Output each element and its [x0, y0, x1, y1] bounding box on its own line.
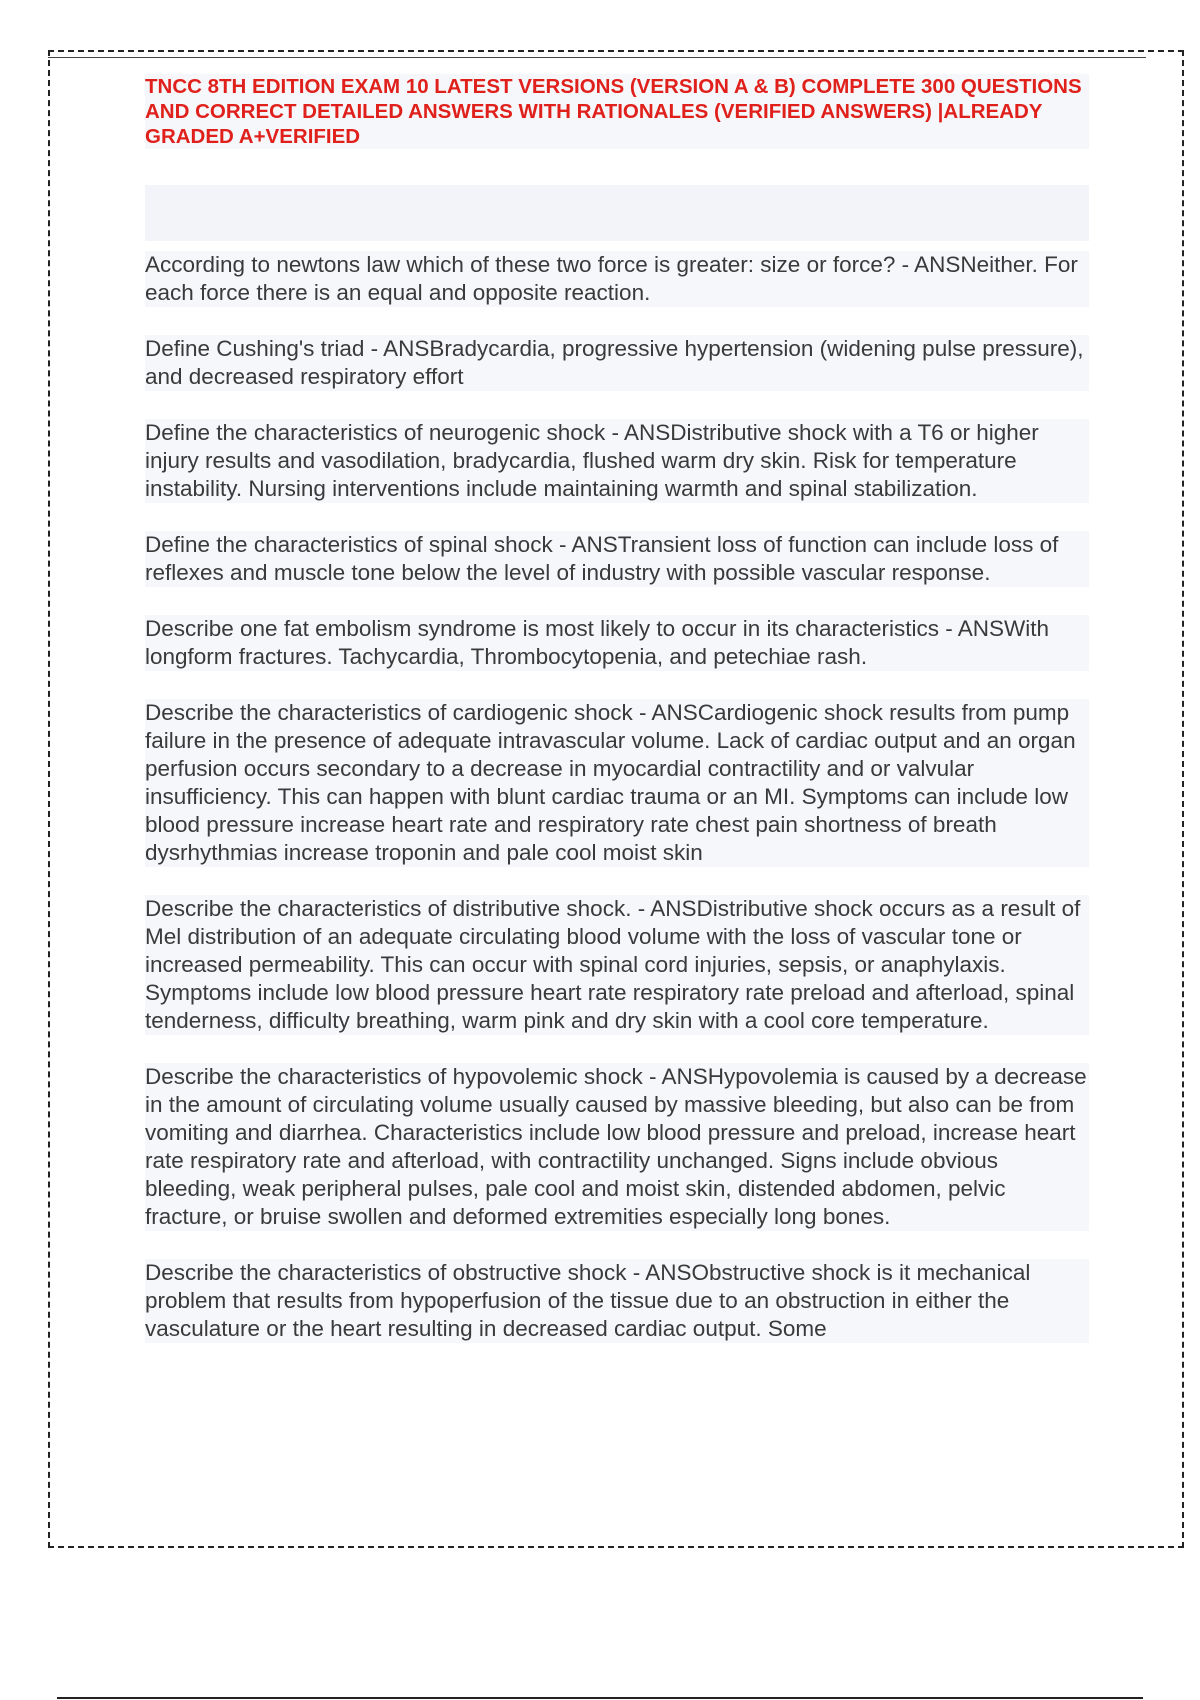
qa-paragraph: According to newtons law which of these two force is greater: size or force? - ANSNeither. For each force there is an equal and opposite reaction. — [145, 251, 1089, 307]
qa-paragraph: Describe the characteristics of distributive shock. - ANSDistributive shock occurs as a result of Mel distribution of an adequate circulating blood volume with the loss of vascular tone or increased permeability. This can occur with spinal cord injuries, sepsis, or anaphylaxis. Symptoms include low blood pressure heart rate respiratory rate preload and afterload, spinal tenderness, difficulty breathing, warm pink and dry skin with a cool core temperature. — [145, 895, 1089, 1035]
qa-paragraph: Describe the characteristics of hypovolemic shock - ANSHypovolemia is caused by a decrease in the amount of circulating volume usually caused by massive bleeding, but also can be from vomiting and diarrhea. Characteristics include low blood pressure and preload, increase heart rate respiratory rate and afterload, with contractility unchanged. Signs include obvious bleeding, weak peripheral pulses, pale cool and moist skin, distended abdomen, pelvic fracture, or bruise swollen and deformed extremities especially long bones. — [145, 1063, 1089, 1231]
qa-paragraph: Describe the characteristics of obstructive shock - ANSObstructive shock is it mechanical problem that results from hypoperfusion of the tissue due to an obstruction in either the vasculature or the heart resulting in decreased cardiac output. Some — [145, 1259, 1089, 1343]
qa-paragraph: Define the characteristics of spinal shock - ANSTransient loss of function can include loss of reflexes and muscle tone below the level of industry with possible vascular response. — [145, 531, 1089, 587]
qa-paragraph: Define the characteristics of neurogenic shock - ANSDistributive shock with a T6 or higher injury results and vasodilation, bradycardia, flushed warm dry skin. Risk for temperature instability. Nursing interventions include maintaining warmth and spinal stabilization. — [145, 419, 1089, 503]
blank-highlight-band — [145, 185, 1089, 241]
document-title: TNCC 8TH EDITION EXAM 10 LATEST VERSIONS (VERSION A & B) COMPLETE 300 QUESTIONS AND CORRECT DETAILED ANSWERS WITH RATIONALES (VERIFIED ANSWERS) |ALREADY GRADED A+VERIFIED — [145, 74, 1089, 149]
qa-paragraph: Describe the characteristics of cardiogenic shock - ANSCardiogenic shock results from pump failure in the presence of adequate intravascular volume. Lack of cardiac output and an organ perfusion occurs secondary to a decrease in myocardial contractility and or valvular insufficiency. This can happen with blunt cardiac trauma or an MI. Symptoms can include low blood pressure increase heart rate and respiratory rate chest pain shortness of breath dysrhythmias increase troponin and pale cool moist skin — [145, 699, 1089, 867]
bottom-rule — [57, 1697, 1143, 1699]
question-answer-list — [145, 251, 1089, 1343]
qa-paragraph: Define Cushing's triad - ANSBradycardia, progressive hypertension (widening pulse pressure), and decreased respiratory effort — [145, 335, 1089, 391]
document-content — [145, 74, 1089, 1371]
qa-paragraph: Describe one fat embolism syndrome is most likely to occur in its characteristics - ANSWith longform fractures. Tachycardia, Thrombocytopenia, and petechiae rash. — [145, 615, 1089, 671]
top-rule — [48, 57, 1146, 58]
